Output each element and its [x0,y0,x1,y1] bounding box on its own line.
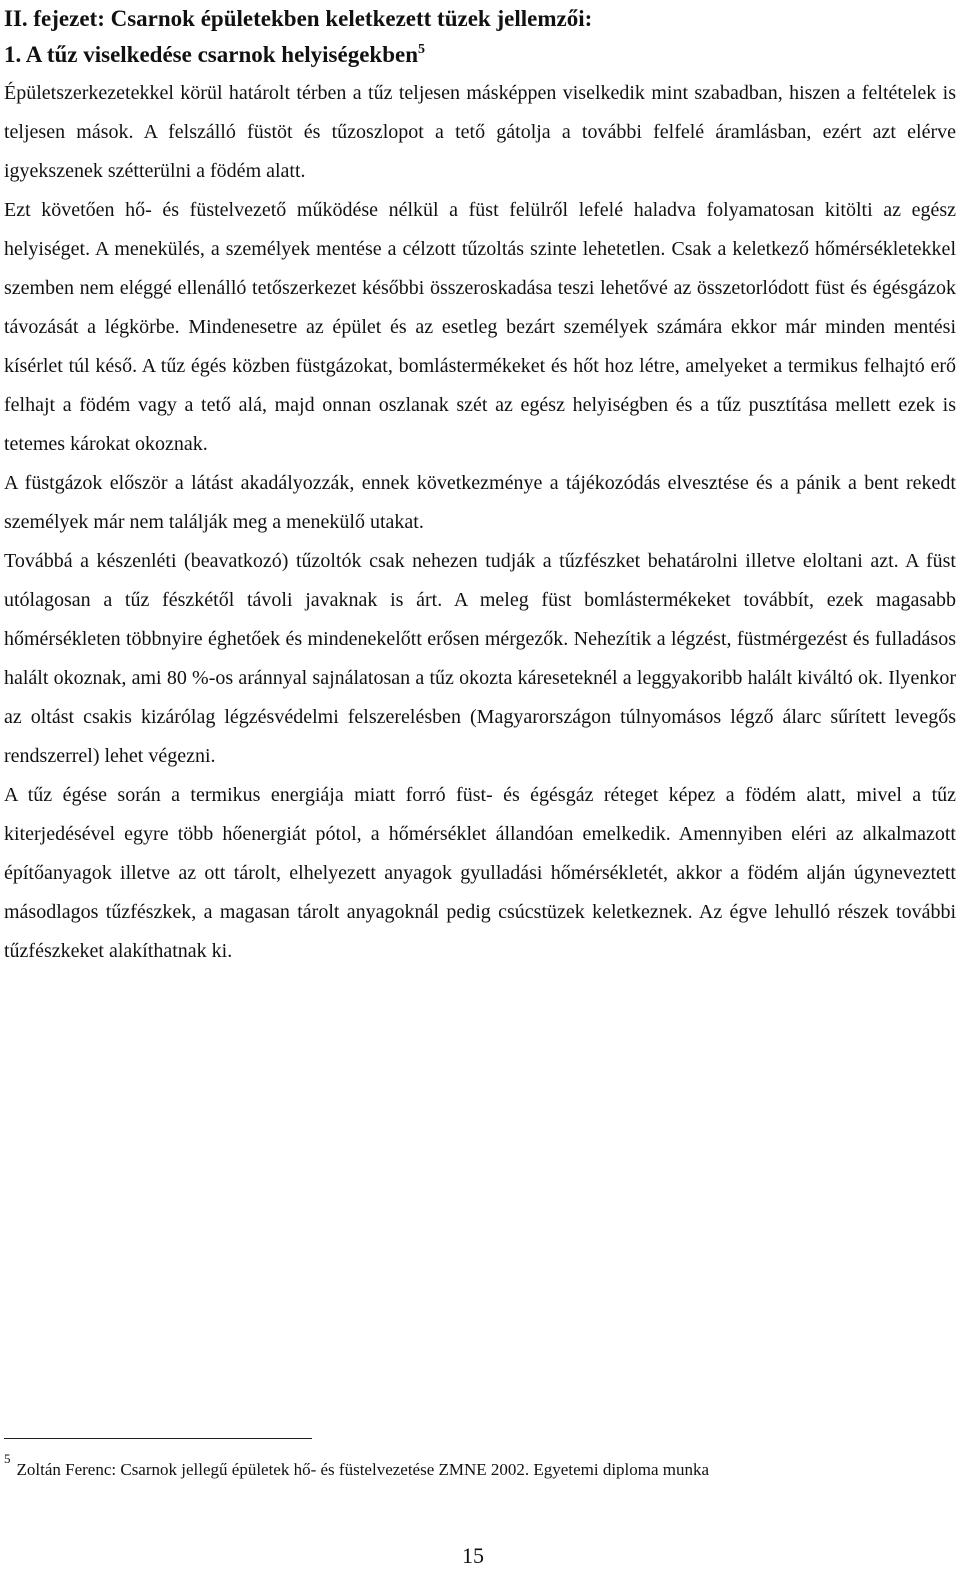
paragraph-1: Épületszerkezetekkel körül határolt térben a tűz teljesen másképpen viselkedik mint szabadban, hiszen a feltételek is teljesen mások. A felszálló füstöt és tűzoszlopot a tető gátolja a további felfelé áramlásban, ezért azt elérve igyekszenek szétterülni a födém alatt. [4,82,956,182]
paragraph-3: A füstgázok először a látást akadályozzák, ennek következménye a tájékozódás elvesztése és a pánik a bent rekedt személyek már nem találják meg a menekülő utakat. [4,472,956,533]
footnote-number: 5 [4,1451,11,1466]
footnote-divider [4,1438,312,1439]
document-page [4,4,956,971]
paragraph-2: Ezt követően hő- és füstelvezető működése nélkül a füst felülről lefelé haladva folyamatosan kitölti az egész helyiséget. A menekülés, a személyek mentése a célzott tűzoltás szinte lehetetlen. Csak a keletkező hőmérsékletekkel szemben nem eléggé ellenálló tetőszerkezet későbbi összeroskadása teszi lehetővé az összetorlódott füst és égésgázok távozását a légkörbe. Mindenesetre az épület és az esetleg bezárt személyek számára ekkor már minden mentési kísérlet túl késő. A tűz égés közben füstgázokat, bomlástermékeket és hőt hoz létre, amelyeket a termikus felhajtó erő felhajt a födém vagy a tető alá, majd onnan oszlanak szét az egész helyiségben és a tűz pusztítása mellett ezek is tetemes károkat okoznak. [4,199,956,455]
page-number: 15 [462,1543,484,1568]
footnote-reference[interactable]: 5 [418,42,426,57]
section-title-text: 1. A tűz viselkedése csarnok helyiségekben [4,42,419,67]
footnote-text: Zoltán Ferenc: Csarnok jellegű épületek hő- és füstelvezetése ZMNE 2002. Egyetemi diploma munka [16,1460,710,1479]
paragraph-4: Továbbá a készenléti (beavatkozó) tűzoltók csak nehezen tudják a tűzfészket behatárolni illetve eloltani azt. A füst utólagosan a tűz fészkétől távoli javaknak is árt. A meleg füst bomlástermékeket továbbít, ezek magasabb hőmérsékleten többnyire éghetőek és mindenekelőtt erősen mérgezők. Nehezítik a légzést, füstmérgezést és fulladásos halált okoznak, ami 80 %-os aránnyal sajnálatosan a tűz okozta káreseteknél a leggyakoribb halált kiváltó ok. Ilyenkor az oltást csakis kizárólag légzésvédelmi felszerelésben (Magyarországon túlnyomásos légző álarc sűrített levegős rendszerrel) lehet végezni. [4,550,956,767]
paragraph-5: A tűz égése során a termikus energiája miatt forró füst- és égésgáz réteget képez a födém alatt, mivel a tűz kiterjedésével egyre több hőenergiát pótol, a hőmérséklet állandóan emelkedik. Amennyiben eléri az alkalmazott építőanyagok illetve az ott tárolt, elhelyezett anyagok gyulladási hőmérsékletét, akkor a födém alján úgyneveztett másodlagos tűzfészkek, a magasan tárolt anyagoknál pedig csúcstüzek keletkeznek. Az égve lehulló részek további tűzfészkeket alakíthatnak ki. [4,784,956,962]
section-title [4,40,956,70]
footnote [4,1451,710,1482]
chapter-title: II. fejezet: Csarnok épületekben keletkezett tüzek jellemzői: [4,6,593,31]
